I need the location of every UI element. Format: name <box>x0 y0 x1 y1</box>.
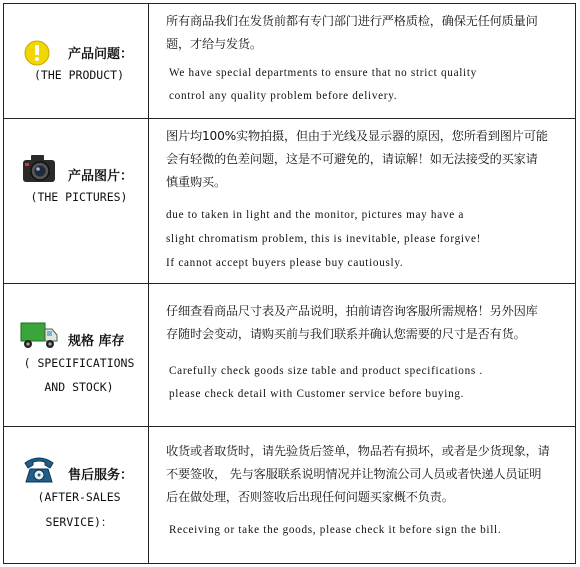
description-zh-line: 后在做处理，否则签收后出现任何问题买家概不负责。 <box>166 490 454 504</box>
section-title-en: ( SPECIFICATIONS <box>23 356 135 370</box>
info-table <box>3 3 576 564</box>
description-zh-line: 图片均100%实物拍摄，但由于光线及显示器的原因，您所看到图片可能 <box>166 129 548 143</box>
table-row-after-sales <box>4 427 575 563</box>
description-zh-line: 会有轻微的色差问题，这是不可避免的，请谅解！如无法接受的买家请 <box>166 152 538 166</box>
section-description-product <box>149 4 575 118</box>
description-en-line: We have special departments to ensure that no strict quality <box>169 67 477 79</box>
section-title-en: AND STOCK) <box>44 380 114 394</box>
table-row-pictures <box>4 119 575 284</box>
description-en-line: due to taken in light and the monitor, pictures may have a <box>166 209 465 221</box>
description-zh-line: 不要签收， 先与客服联系说明情况并让物流公司人员或者快递人员证明 <box>166 467 542 481</box>
description-en-line: Receiving or take the goods, please check it before sign the bill. <box>169 524 502 536</box>
description-en-line: If cannot accept buyers please buy cautiously. <box>166 257 404 269</box>
section-description-after-sales <box>149 427 575 563</box>
section-title-zh: 产品问题： <box>68 47 134 62</box>
description-zh-line: 收货或者取货时，请先验货后签单，物品若有损坏，或者是少货现象，请 <box>166 444 550 458</box>
row-header-product <box>4 4 149 118</box>
table-row-product <box>4 4 575 119</box>
description-en-line: please check detail with Customer service before buying. <box>169 388 465 400</box>
section-title-zh: 售后服务： <box>68 468 134 483</box>
row-header-pictures <box>4 119 149 283</box>
section-description-specifications <box>149 284 575 426</box>
description-en-line: control any quality problem before delivery. <box>169 90 398 102</box>
delivery-truck-icon <box>20 320 58 354</box>
section-description-pictures <box>149 119 575 283</box>
description-zh-line: 仔细查看商品尺寸表及产品说明，拍前请咨询客服所需规格！另外因库 <box>166 304 538 318</box>
description-zh-line: 存随时会变动，请购买前与我们联系并确认您需要的尺寸是否有货。 <box>166 327 526 341</box>
table-row-specifications <box>4 284 575 427</box>
section-title-zh: 产品图片： <box>68 169 134 184</box>
section-title-en: (AFTER-SALES <box>37 490 121 504</box>
description-zh-line: 慎重购买。 <box>166 175 226 189</box>
section-title-en: SERVICE)： <box>45 515 113 529</box>
description-zh-line: 所有商品我们在发货前都有专门部门进行严格质检，确保无任何质量问 <box>166 14 538 28</box>
row-header-after-sales <box>4 427 149 563</box>
row-header-specifications <box>4 284 149 426</box>
description-en-line: slight chromatism problem, this is inevitable, please forgive! <box>166 233 482 245</box>
description-zh-line: 题，才给与发货。 <box>166 37 262 51</box>
telephone-icon <box>23 454 55 488</box>
camera-icon <box>22 153 56 187</box>
section-title-en: (THE PRODUCT) <box>33 68 124 82</box>
section-title-en: (THE PICTURES) <box>30 190 128 204</box>
exclamation-icon <box>24 40 50 70</box>
description-en-line: Carefully check goods size table and product specifications . <box>169 365 483 377</box>
section-title-zh: 规格 库存 <box>68 334 125 349</box>
